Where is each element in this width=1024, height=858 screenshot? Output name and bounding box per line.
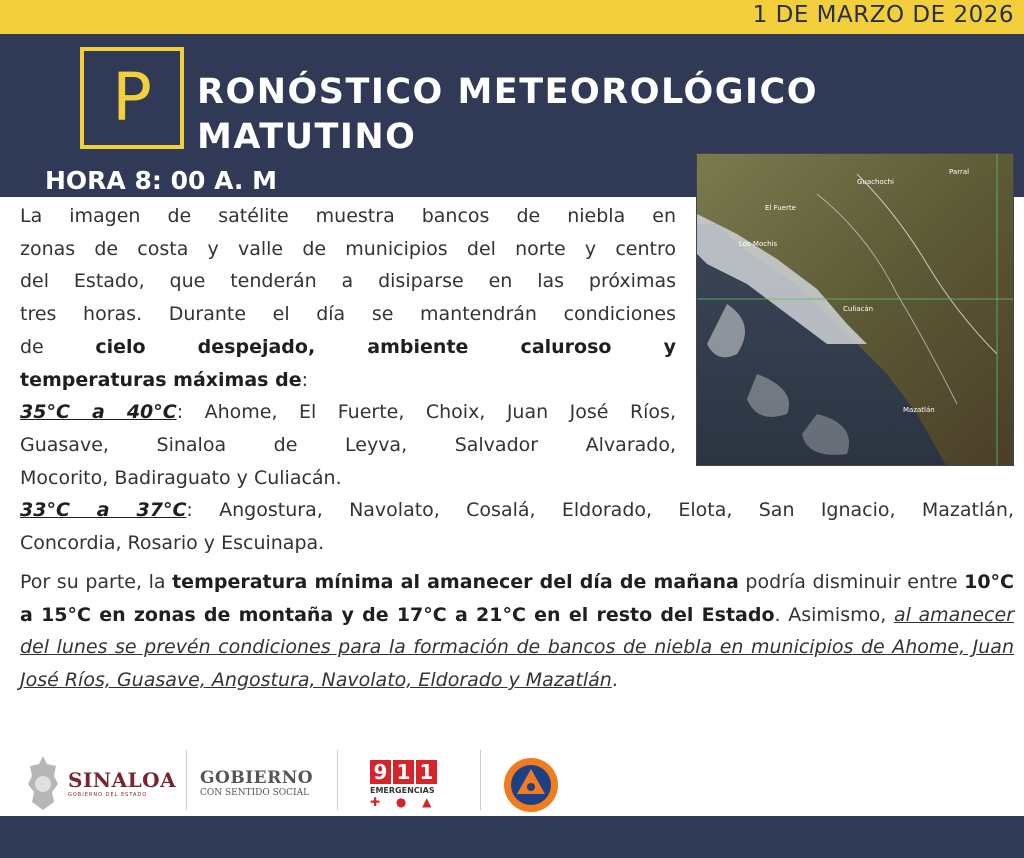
top-date-bar — [0, 0, 1024, 34]
range1-line-2: Guasave, Sinaloa de Leyva, Salvador Alvarado, — [20, 433, 676, 456]
footer-bar — [0, 816, 1024, 858]
map-label-guachochi: Guachochi — [857, 178, 894, 186]
range2-label: 33°C a 37°C — [20, 499, 187, 521]
range2-paragraph — [20, 494, 1014, 559]
logo-divider — [480, 750, 481, 810]
p3-text-3: . Asimismo, — [774, 603, 894, 626]
emergencias-digit: 9 — [370, 760, 391, 784]
intro-line-4: tres horas. Durante el día se mantendrán condiciones — [20, 303, 676, 326]
p3-text-2: podría disminuir entre — [738, 571, 965, 593]
proteccion-civil-icon — [502, 756, 560, 814]
intro-line-6-text: : — [301, 368, 308, 391]
page-title — [197, 70, 818, 160]
intro-line-1: La imagen de satélite muestra bancos de niebla en — [20, 205, 676, 227]
sinaloa-shield-icon — [26, 754, 60, 812]
map-label-el-fuerte: El Fuerte — [765, 204, 796, 212]
sinaloa-logo-subtext: GOBIERNO DEL ESTADO — [68, 792, 148, 798]
intro-line-5 — [20, 331, 676, 364]
map-label-mazatlan: Mazatlán — [903, 406, 935, 414]
emergencias-digits — [370, 760, 440, 784]
range1-line-1 — [20, 396, 676, 429]
emergencias-digit: 1 — [393, 760, 414, 784]
satellite-map-graphic — [697, 154, 1014, 466]
emergencias-symbols-icon: ✚ ● ▲ — [370, 795, 438, 809]
map-label-los-mochis: Los Mochis — [739, 240, 778, 248]
range2-text-1: : Angostura, Navolato, Cosalá, Eldorado, Elota, San Ignacio, Mazatlán, — [186, 499, 1014, 521]
p3-text-1: Por su parte, la — [20, 571, 173, 593]
emergencias-digit: 1 — [416, 760, 437, 784]
intro-line-6-bold: temperaturas máximas de — [20, 368, 302, 391]
p3-bold-2: 10°C a 15°C en zonas de montaña y de 17°C a 21°C en el resto del Estado — [20, 571, 1014, 626]
footer-logos — [0, 740, 1024, 816]
gobierno-logo-text: GOBIERNO — [200, 768, 314, 788]
sinaloa-logo-text: SINALOA — [68, 768, 177, 792]
range1-label: 35°C a 40°C — [20, 401, 177, 424]
minimum-temperature-paragraph — [20, 566, 1014, 697]
intro-line-2: zonas de costa y valle de municipios del norte y centro — [20, 237, 676, 260]
title-initial-letter: P — [112, 59, 152, 136]
range1-line-3: Mocorito, Badiraguato y Culiacán. — [20, 466, 342, 489]
date-label: 1 DE MARZO DE 2026 — [752, 2, 1014, 28]
range1-text-1: : Ahome, El Fuerte, Choix, Juan José Ríos, — [176, 401, 676, 424]
intro-line-5-bold: cielo despejado, ambiente caluroso y — [95, 335, 676, 358]
intro-line-6 — [20, 364, 676, 397]
title-line-1: RONÓSTICO METEOROLÓGICO — [197, 72, 818, 112]
p3-text-4: . — [611, 669, 618, 692]
intro-line-5-text: de — [20, 335, 96, 358]
time-label: HORA 8: 00 A. M — [45, 166, 277, 195]
logo-divider — [186, 750, 187, 810]
title-initial-box — [80, 47, 184, 149]
logo-divider — [337, 750, 338, 810]
map-label-culiacan: Culiacán — [843, 305, 874, 313]
emergencias-911-logo — [370, 760, 440, 809]
intro-paragraph — [20, 200, 676, 494]
range2-line-1 — [20, 494, 1014, 527]
p3-underlined-forecast: al amanecer del lunes se prevén condiciones para la formación de bancos de niebla en municipios de Ahome, Juan José Ríos, Guasave, Angostura, Navolato, Eldorado y Mazatlán — [20, 603, 1015, 692]
gobierno-logo-subtext: CON SENTIDO SOCIAL — [200, 788, 310, 798]
map-label-parral: Parral — [949, 168, 970, 176]
intro-line-3: del Estado, que tenderán a disiparse en las próximas — [20, 270, 676, 293]
range2-line-2: Concordia, Rosario y Escuinapa. — [20, 531, 325, 554]
emergencias-label: EMERGENCIAS — [370, 786, 435, 795]
satellite-image — [696, 153, 1014, 466]
p3-bold-1: temperatura mínima al amanecer del día de mañana — [172, 571, 739, 593]
title-line-2: MATUTINO — [197, 117, 417, 157]
